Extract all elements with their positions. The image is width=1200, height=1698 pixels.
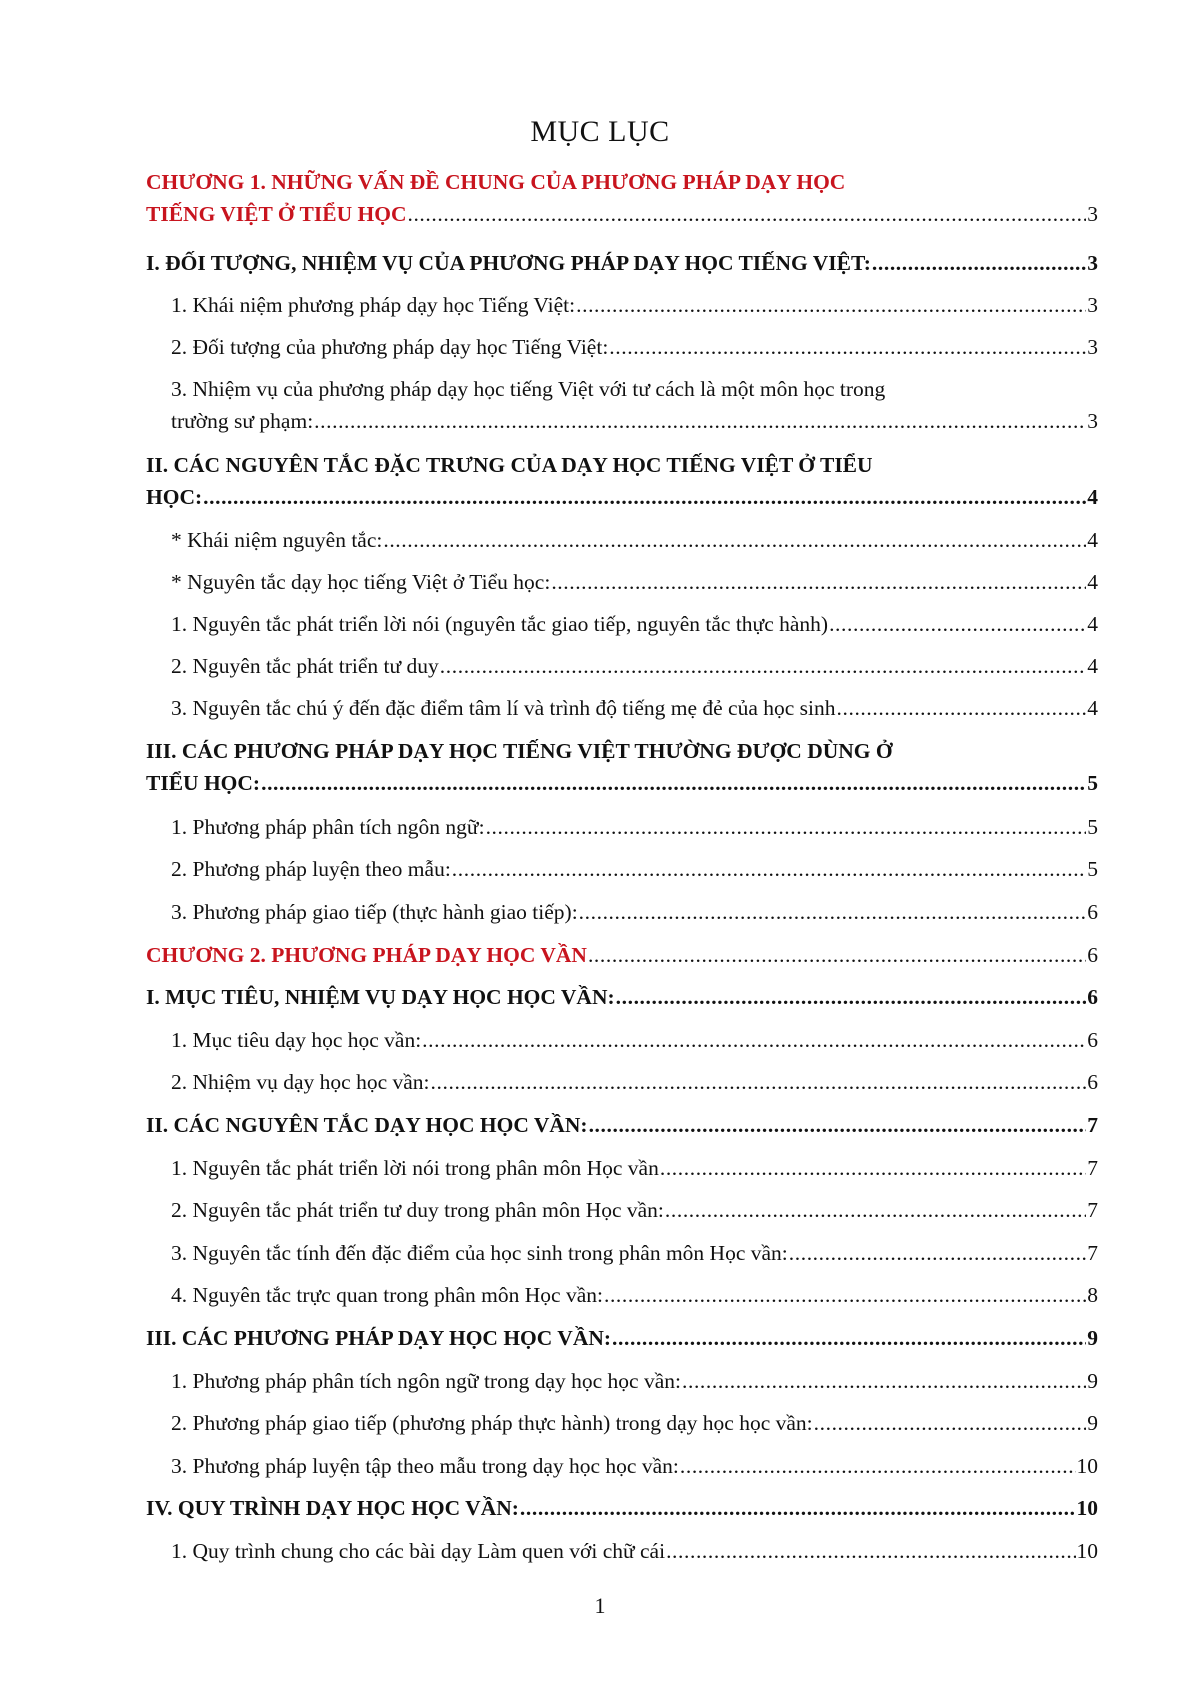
toc-entry-item[interactable]	[171, 1069, 1098, 1095]
toc-entry-text: III. CÁC PHƯƠNG PHÁP DẠY HỌC HỌC VẦN:	[146, 1326, 612, 1350]
toc-entry-text: * Khái niệm nguyên tắc:	[171, 528, 383, 552]
toc-entry-item[interactable]	[171, 1240, 1098, 1266]
toc-entry-text: 2. Phương pháp luyện theo mẫu:	[171, 857, 451, 881]
toc-entry-text: TIẾNG VIỆT Ở TIỂU HỌC	[146, 202, 407, 226]
toc-page-number: 4	[1087, 485, 1098, 509]
toc-page-number: 6	[1087, 1028, 1098, 1052]
toc-entry-item[interactable]	[171, 695, 1098, 721]
toc-entry-item[interactable]	[171, 1410, 1098, 1436]
toc-page-number: 3	[1087, 335, 1098, 359]
toc-page-number: 9	[1087, 1411, 1098, 1435]
dot-leader	[616, 984, 1087, 1010]
toc-entry-text: 3. Phương pháp giao tiếp (thực hành giao tiếp):	[171, 900, 578, 924]
dot-leader	[579, 899, 1087, 925]
toc-entry-text: trường sư phạm:	[171, 409, 314, 433]
toc-page-number: 8	[1087, 1283, 1098, 1307]
toc-entry-text-line1: CHƯƠNG 1. NHỮNG VẤN ĐỀ CHUNG CỦA PHƯƠNG PHÁP DẠY HỌC	[146, 170, 846, 194]
toc-entry-item[interactable]	[171, 292, 1098, 318]
toc-page-number: 3	[1087, 293, 1098, 317]
page-footer-number: 1	[594, 1593, 606, 1618]
toc-entry-text: TIỂU HỌC:	[146, 771, 261, 795]
toc-entry-item[interactable]	[171, 569, 1098, 595]
toc-page-number: 9	[1087, 1369, 1098, 1393]
toc-page-number: 3	[1087, 202, 1098, 226]
toc-entry-text: 3. Nguyên tắc chú ý đến đặc điểm tâm lí và trình độ tiếng mẹ đẻ của học sinh	[171, 696, 836, 720]
toc-page-number: 10	[1076, 1539, 1098, 1563]
dot-leader	[486, 814, 1087, 840]
toc-entry-text: 1. Phương pháp phân tích ngôn ngữ:	[171, 815, 485, 839]
dot-leader	[872, 250, 1086, 276]
dot-leader	[588, 942, 1086, 968]
toc-entry-text: 1. Khái niệm phương pháp dạy học Tiếng Việt:	[171, 293, 576, 317]
dot-leader	[604, 1282, 1086, 1308]
dot-leader	[660, 1155, 1086, 1181]
dot-leader	[837, 695, 1087, 721]
toc-entry-text: 1. Nguyên tắc phát triển lời nói (nguyên tắc giao tiếp, nguyên tắc thực hành)	[171, 612, 829, 636]
toc-entry-item[interactable]	[171, 899, 1098, 925]
toc-entry-item[interactable]	[171, 856, 1098, 882]
toc-entry-text: * Nguyên tắc dạy học tiếng Việt ở Tiểu học:	[171, 570, 551, 594]
toc-page-number: 7	[1087, 1156, 1098, 1180]
toc-page-number: 7	[1087, 1113, 1098, 1137]
dot-leader	[609, 334, 1086, 360]
toc-entry-item[interactable]	[171, 1538, 1098, 1564]
dot-leader	[431, 1069, 1087, 1095]
toc-page-number: 3	[1087, 251, 1098, 275]
toc-page-number: 4	[1087, 654, 1098, 678]
dot-leader	[576, 292, 1086, 318]
toc-entry-item[interactable]	[171, 527, 1098, 553]
toc-page-number: 3	[1087, 409, 1098, 433]
dot-leader	[520, 1495, 1076, 1521]
toc-entry-item[interactable]	[171, 376, 1098, 434]
toc-entry-text: IV. QUY TRÌNH DẠY HỌC HỌC VẦN:	[146, 1496, 519, 1520]
toc-entry-section[interactable]	[146, 1325, 1098, 1351]
dot-leader	[665, 1197, 1086, 1223]
toc-page-number: 9	[1087, 1326, 1098, 1350]
toc-entry-text: 1. Mục tiêu dạy học học vần:	[171, 1028, 422, 1052]
toc-page-number: 6	[1087, 985, 1098, 1009]
toc-entry-item[interactable]	[171, 611, 1098, 637]
toc-entry-text: 1. Nguyên tắc phát triển lời nói trong phân môn Học vần	[171, 1156, 659, 1180]
toc-entry-text: 2. Phương pháp giao tiếp (phương pháp thực hành) trong dạy học học vần:	[171, 1411, 813, 1435]
dot-leader	[440, 653, 1086, 679]
toc-page-number: 7	[1087, 1198, 1098, 1222]
toc-page-number: 5	[1087, 815, 1098, 839]
toc-entry-section[interactable]	[146, 1495, 1098, 1521]
toc-page-number: 10	[1076, 1496, 1098, 1520]
toc-entry-text: 1. Phương pháp phân tích ngôn ngữ trong dạy học học vần:	[171, 1369, 681, 1393]
dot-leader	[407, 201, 1086, 227]
toc-entry-item[interactable]	[171, 1282, 1098, 1308]
toc-page-number: 4	[1087, 570, 1098, 594]
dot-leader	[452, 856, 1086, 882]
toc-page-number: 6	[1087, 943, 1098, 967]
toc-entry-text: II. CÁC NGUYÊN TẮC DẠY HỌC HỌC VẦN:	[146, 1113, 588, 1137]
toc-page-number: 6	[1087, 900, 1098, 924]
toc-entry-text-line1: III. CÁC PHƯƠNG PHÁP DẠY HỌC TIẾNG VIỆT THƯỜNG ĐƯỢC DÙNG Ở	[146, 739, 893, 763]
toc-entry-text: 2. Nguyên tắc phát triển tư duy	[171, 654, 439, 678]
toc-entry-text: 2. Nhiệm vụ dạy học học vần:	[171, 1070, 430, 1094]
dot-leader	[261, 770, 1086, 796]
toc-entry-item[interactable]	[171, 1197, 1098, 1223]
toc-entry-section[interactable]	[146, 738, 1098, 796]
toc-page-number: 7	[1087, 1241, 1098, 1265]
toc-entry-text: 2. Nguyên tắc phát triển tư duy trong phân môn Học vần:	[171, 1198, 664, 1222]
toc-entry-item[interactable]	[171, 814, 1098, 840]
toc-page-number: 5	[1087, 771, 1098, 795]
toc-entry-text: 3. Phương pháp luyện tập theo mẫu trong dạy học học vần:	[171, 1454, 679, 1478]
toc-title: MỤC LỤC	[530, 115, 670, 148]
dot-leader	[829, 611, 1086, 637]
toc-entry-section[interactable]	[146, 1112, 1098, 1138]
dot-leader	[589, 1112, 1087, 1138]
toc-entry-text: 4. Nguyên tắc trực quan trong phân môn Học vần:	[171, 1283, 603, 1307]
toc-entry-section[interactable]	[146, 250, 1098, 276]
toc-page-number: 4	[1087, 696, 1098, 720]
toc-page-number: 5	[1087, 857, 1098, 881]
toc-entry-text: I. ĐỐI TƯỢNG, NHIỆM VỤ CỦA PHƯƠNG PHÁP DẠY HỌC TIẾNG VIỆT:	[146, 251, 871, 275]
toc-page-number: 4	[1087, 612, 1098, 636]
toc-entry-section[interactable]	[146, 452, 1098, 510]
dot-leader	[612, 1325, 1086, 1351]
dot-leader	[682, 1368, 1086, 1394]
toc-entry-chapter-1[interactable]	[146, 169, 1098, 227]
dot-leader	[383, 527, 1086, 553]
toc-page-number: 10	[1076, 1454, 1098, 1478]
dot-leader	[203, 484, 1086, 510]
dot-leader	[789, 1240, 1086, 1266]
toc-entry-item[interactable]	[171, 1453, 1098, 1479]
toc-entry-item[interactable]	[171, 1155, 1098, 1181]
toc-entry-item[interactable]	[171, 334, 1098, 360]
toc-entry-item[interactable]	[171, 653, 1098, 679]
toc-entry-text-line1: II. CÁC NGUYÊN TẮC ĐẶC TRƯNG CỦA DẠY HỌC TIẾNG VIỆT Ở TIỂU	[146, 453, 873, 477]
toc-entry-text: I. MỤC TIÊU, NHIỆM VỤ DẠY HỌC HỌC VẦN:	[146, 985, 615, 1009]
toc-entry-text: CHƯƠNG 2. PHƯƠNG PHÁP DẠY HỌC VẦN	[146, 943, 587, 967]
toc-entry-section[interactable]	[146, 984, 1098, 1010]
dot-leader	[551, 569, 1086, 595]
toc-entry-text: HỌC:	[146, 485, 203, 509]
dot-leader	[680, 1453, 1076, 1479]
dot-leader	[666, 1538, 1075, 1564]
toc-entry-chapter-2[interactable]	[146, 942, 1098, 968]
dot-leader	[314, 408, 1086, 434]
toc-page-number: 4	[1087, 528, 1098, 552]
toc-entry-item[interactable]	[171, 1027, 1098, 1053]
toc-entry-text: 1. Quy trình chung cho các bài dạy Làm quen với chữ cái	[171, 1539, 666, 1563]
toc-page-number: 6	[1087, 1070, 1098, 1094]
dot-leader	[814, 1410, 1087, 1436]
toc-entry-item[interactable]	[171, 1368, 1098, 1394]
toc-entry-text-line1: 3. Nhiệm vụ của phương pháp dạy học tiếng Việt với tư cách là một môn học trong	[171, 377, 886, 401]
dot-leader	[422, 1027, 1086, 1053]
toc-entry-text: 2. Đối tượng của phương pháp dạy học Tiếng Việt:	[171, 335, 609, 359]
toc-entry-text: 3. Nguyên tắc tính đến đặc điểm của học sinh trong phân môn Học vần:	[171, 1241, 788, 1265]
